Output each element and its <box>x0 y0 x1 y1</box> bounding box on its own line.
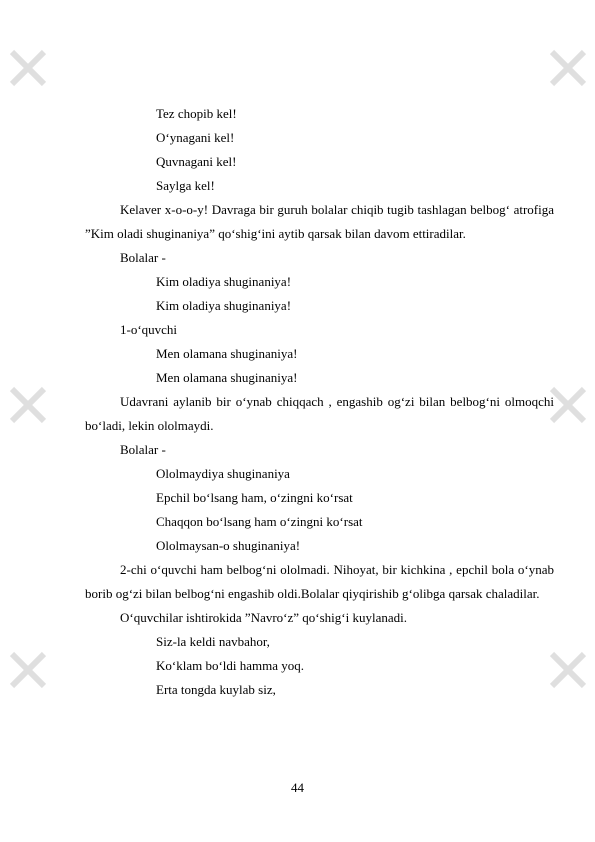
watermark-icon <box>548 650 588 690</box>
section-label: O‘quvchilar ishtirokida ”Navro‘z” qo‘shig‘i kuylanadi. <box>120 610 407 625</box>
watermark-icon <box>8 48 48 88</box>
paragraph: Udavrani aylanib bir o‘ynab chiqqach , engashib og‘zi bilan belbog‘ni olmoqchi bo‘ladi, lekin ololmaydi. <box>85 394 554 433</box>
verse-line: O‘ynagani kel! <box>156 130 235 145</box>
verse-line: Ololmaydiya shuginaniya <box>156 466 290 481</box>
paragraph: 2-chi o‘quvchi ham belbog‘ni ololmadi. Nihoyat, bir kichkina , epchil bola o‘ynab borib og‘zi bilan belbog‘ni engashib oldi.Bolalar qiyqirishib g‘olibga qarsak chaladilar. <box>85 562 554 601</box>
verse-line: Quvnagani kel! <box>156 154 237 169</box>
watermark-icon <box>548 48 588 88</box>
watermark-icon <box>8 650 48 690</box>
verse-line: Tez chopib kel! <box>156 106 237 121</box>
paragraph: Kelaver x-o-o-y! Davraga bir guruh bolalar chiqib tugib tashlagan belbog‘ atrofiga ”Kim oladi shuginaniya” qo‘shig‘ini aytib qarsak bilan davom ettiradilar. <box>85 202 554 241</box>
speaker-label: Bolalar - <box>120 250 166 265</box>
verse-line: Kim oladiya shuginaniya! <box>156 298 292 313</box>
verse-line: Men olamana shuginaniya! <box>156 370 298 385</box>
verse-line: Chaqqon bo‘lsang ham o‘zingni ko‘rsat <box>156 514 363 529</box>
body-text <box>85 102 554 702</box>
verse-line: Saylga kel! <box>156 178 215 193</box>
verse-line: Men olamana shuginaniya! <box>156 346 298 361</box>
verse-line: Epchil bo‘lsang ham, o‘zingni ko‘rsat <box>156 490 353 505</box>
page-number: 44 <box>291 780 304 795</box>
watermark-icon <box>548 385 588 425</box>
verse-line: Ololmaysan-o shuginaniya! <box>156 538 301 553</box>
verse-line: Erta tongda kuylab siz, <box>156 682 276 697</box>
verse-line: Kim oladiya shuginaniya! <box>156 274 292 289</box>
speaker-label: Bolalar - <box>120 442 166 457</box>
watermark-icon <box>8 385 48 425</box>
verse-line: Siz-la keldi navbahor, <box>156 634 270 649</box>
verse-line: Ko‘klam bo‘ldi hamma yoq. <box>156 658 305 673</box>
speaker-label: 1-o‘quvchi <box>120 322 178 337</box>
